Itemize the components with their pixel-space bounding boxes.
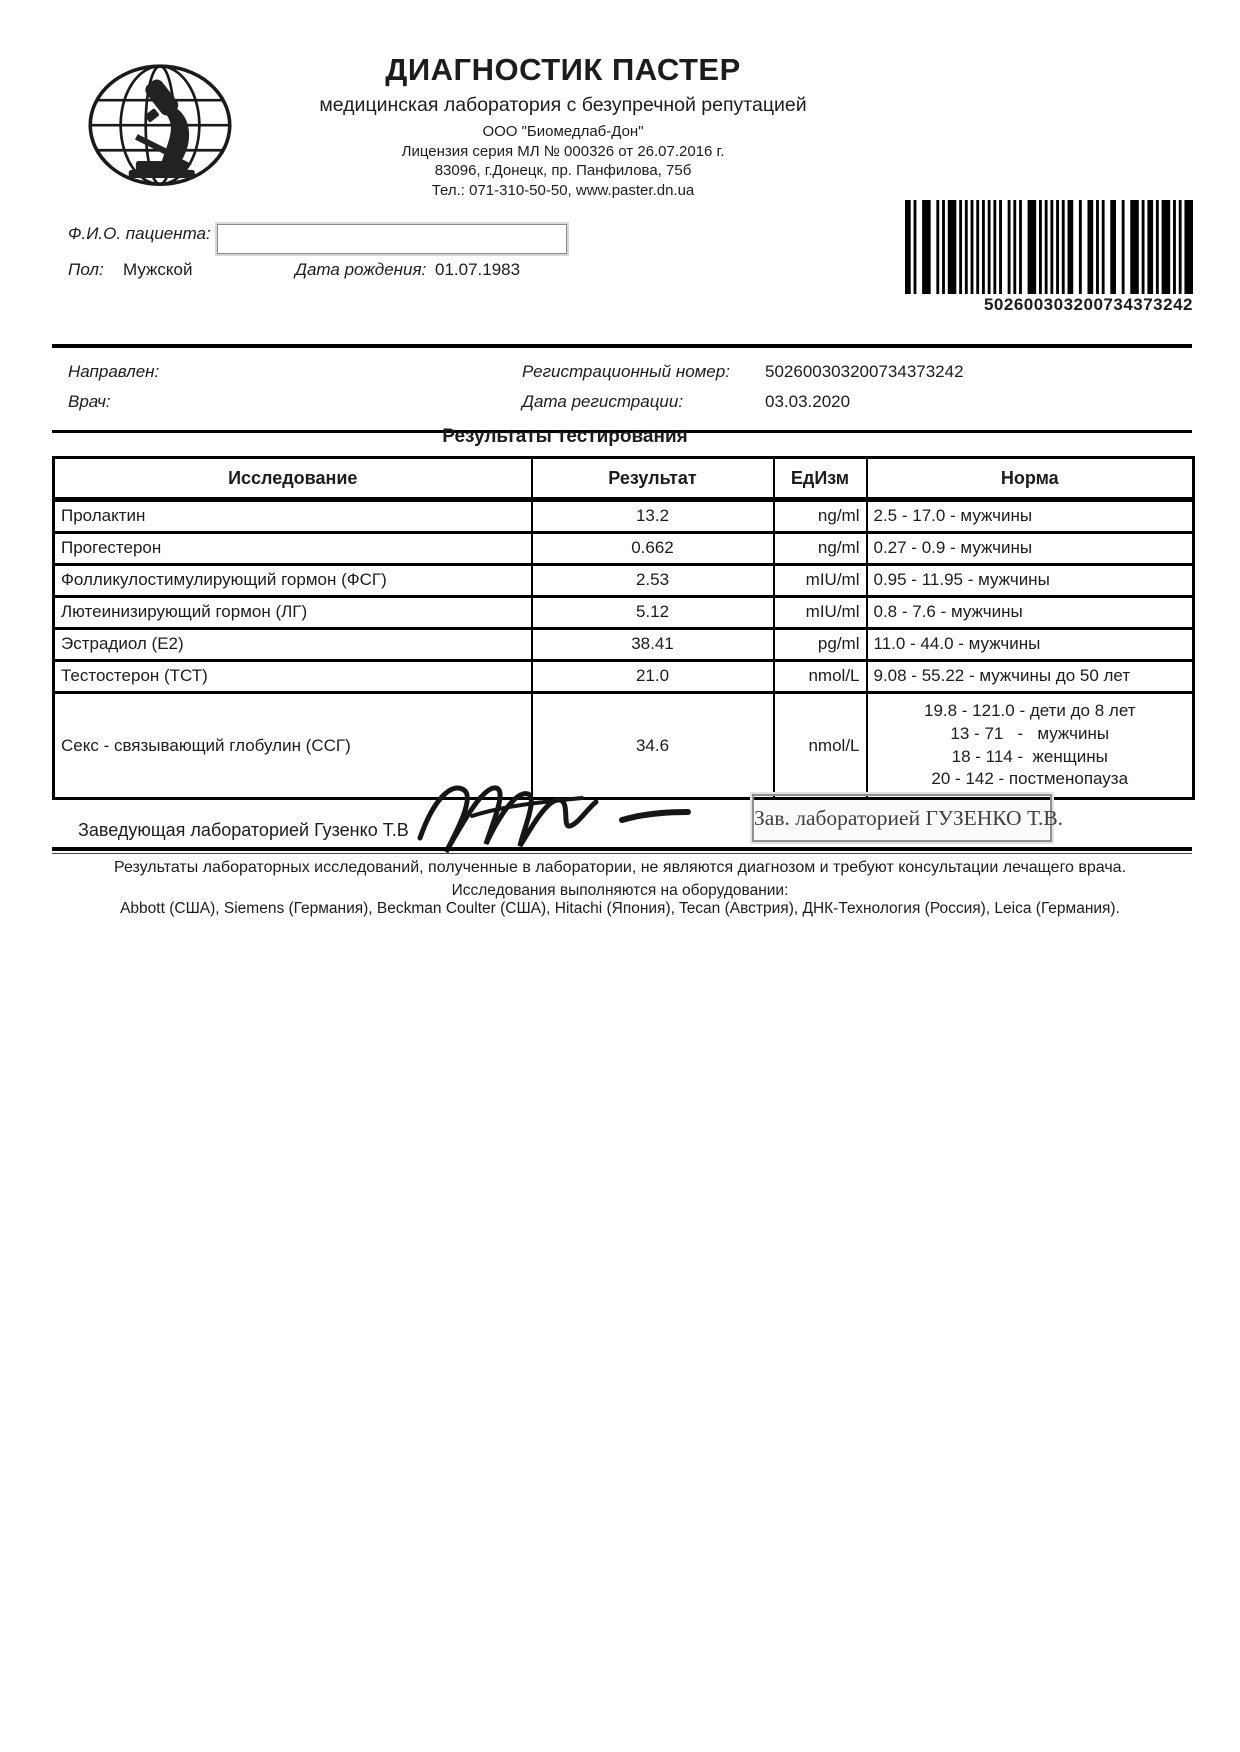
- test-name-cell: Пролактин: [54, 500, 532, 533]
- norm-cell: [867, 500, 1194, 533]
- result-value-cell: 34.6: [532, 692, 774, 799]
- unit-cell: mIU/ml: [774, 596, 867, 628]
- lab-title: ДИАГНОСТИК ПАСТЕР: [385, 52, 741, 87]
- letterhead: [0, 52, 1126, 200]
- registration-section: [52, 344, 1192, 433]
- unit-cell: ng/ml: [774, 500, 867, 533]
- test-name-cell: Тестостерон (ТСТ): [54, 660, 532, 692]
- lab-company: ООО "Биомедлаб-Дон": [482, 123, 644, 140]
- norm-line: 2.5 - 17.0 - мужчины: [873, 506, 1033, 525]
- lab-phone: Тел.: 071-310-50-50, www.paster.dn.ua: [431, 181, 695, 199]
- patient-name-input[interactable]: [217, 224, 567, 254]
- table-row: [54, 532, 1194, 564]
- test-name-cell: Эстрадиол (Е2): [54, 628, 532, 660]
- reg-number-label: Регистрационный номер:: [522, 362, 730, 381]
- test-name-cell: Фолликулостимулирующий гормон (ФСГ): [54, 564, 532, 596]
- birth-date-label: Дата рождения:: [295, 260, 427, 279]
- norm-line: 19.8 - 121.0 - дети до 8 лет: [923, 700, 1136, 720]
- sex-value: Мужской: [123, 260, 193, 279]
- norm-line: 18 - 114 - женщины: [951, 746, 1108, 766]
- lab-license: Лицензия серия МЛ № 000326 от 26.07.2016 г.: [401, 142, 725, 160]
- sex-label: Пол:: [68, 260, 104, 279]
- disclaimer-text: Результаты лабораторных исследований, полученные в лаборатории, не являются диагнозом и требуют консультации лечащего врача.: [113, 859, 1127, 876]
- lab-head-stamp: Зав. лабораторией ГУЗЕНКО Т.В.: [752, 794, 1052, 842]
- col-header-test: Исследование: [54, 458, 532, 500]
- unit-cell: nmol/L: [774, 692, 867, 799]
- results-title: Результаты тестирования: [442, 426, 688, 447]
- result-value-cell: 5.12: [532, 596, 774, 628]
- table-row: [54, 500, 1194, 533]
- table-row: [54, 628, 1194, 660]
- barcode-number: 502600303200734373242: [983, 295, 1193, 314]
- test-name-cell: Лютеинизирующий гормон (ЛГ): [54, 596, 532, 628]
- equipment-title: Исследования выполняются на оборудовании:: [451, 882, 789, 899]
- barcode-icon: [905, 200, 1193, 294]
- unit-cell: pg/ml: [774, 628, 867, 660]
- doctor-label: Врач:: [68, 392, 111, 411]
- barcode-block: [905, 200, 1193, 315]
- norm-line: 20 - 142 - постменопауза: [931, 769, 1129, 789]
- norm-line: 0.8 - 7.6 - мужчины: [873, 601, 1023, 621]
- col-header-norm: Норма: [867, 458, 1194, 500]
- norm-cell: [867, 564, 1194, 596]
- reg-date-label: Дата регистрации:: [522, 392, 684, 411]
- referred-label: Направлен:: [68, 362, 160, 381]
- results-table-body: [54, 500, 1194, 799]
- signature-scribble: [412, 768, 712, 856]
- patient-section: [68, 216, 688, 282]
- table-row: [54, 596, 1194, 628]
- result-value-cell: 38.41: [532, 628, 774, 660]
- norm-line: 0.95 - 11.95 - мужчины: [873, 569, 1050, 589]
- col-header-result: Результат: [532, 458, 774, 500]
- lab-address: 83096, г.Донецк, пр. Панфилова, 75б: [434, 162, 692, 179]
- result-value-cell: 13.2: [532, 500, 774, 533]
- norm-line: 9.08 - 55.22 - мужчины до 50 лет: [873, 665, 1131, 685]
- signature-section: [52, 780, 1192, 852]
- results-table: [52, 456, 1195, 800]
- test-name-cell: Прогестерон: [54, 532, 532, 564]
- lab-subtitle: медицинская лаборатория с безупречной репутацией: [319, 94, 807, 116]
- test-name-cell: Секс - связывающий глобулин (ССГ): [54, 692, 532, 799]
- birth-date-value: 01.07.1983: [435, 260, 521, 279]
- reg-number-value: 502600303200734373242: [765, 362, 964, 381]
- col-header-unit: ЕдИзм: [774, 458, 867, 500]
- table-row: [54, 564, 1194, 596]
- result-value-cell: 21.0: [532, 660, 774, 692]
- result-value-cell: 2.53: [532, 564, 774, 596]
- footer-divider: [52, 847, 1192, 854]
- lab-head-name: Заведующая лабораторией Гузенко Т.В: [78, 820, 409, 840]
- norm-line: 13 - 71 - мужчины: [950, 723, 1110, 743]
- unit-cell: mIU/ml: [774, 564, 867, 596]
- norm-cell: [867, 596, 1194, 628]
- table-row: [54, 660, 1194, 692]
- norm-cell: [867, 628, 1194, 660]
- result-value-cell: 0.662: [532, 532, 774, 564]
- equipment-list: Abbott (США), Siemens (Германия), Beckman Coulter (США), Hitachi (Япония), Tecan (Австрия), ДНК-Технология (Россия), Leica (Германия).: [120, 900, 1120, 917]
- norm-line: 0.27 - 0.9 - мужчины: [873, 537, 1033, 557]
- unit-cell: ng/ml: [774, 532, 867, 564]
- table-header-row: [54, 458, 1194, 500]
- norm-cell: [867, 532, 1194, 564]
- unit-cell: nmol/L: [774, 660, 867, 692]
- reg-date-value: 03.03.2020: [765, 392, 851, 411]
- norm-line: 11.0 - 44.0 - мужчины: [873, 633, 1041, 653]
- patient-name-label: Ф.И.О. пациента:: [68, 224, 211, 243]
- norm-cell: [867, 660, 1194, 692]
